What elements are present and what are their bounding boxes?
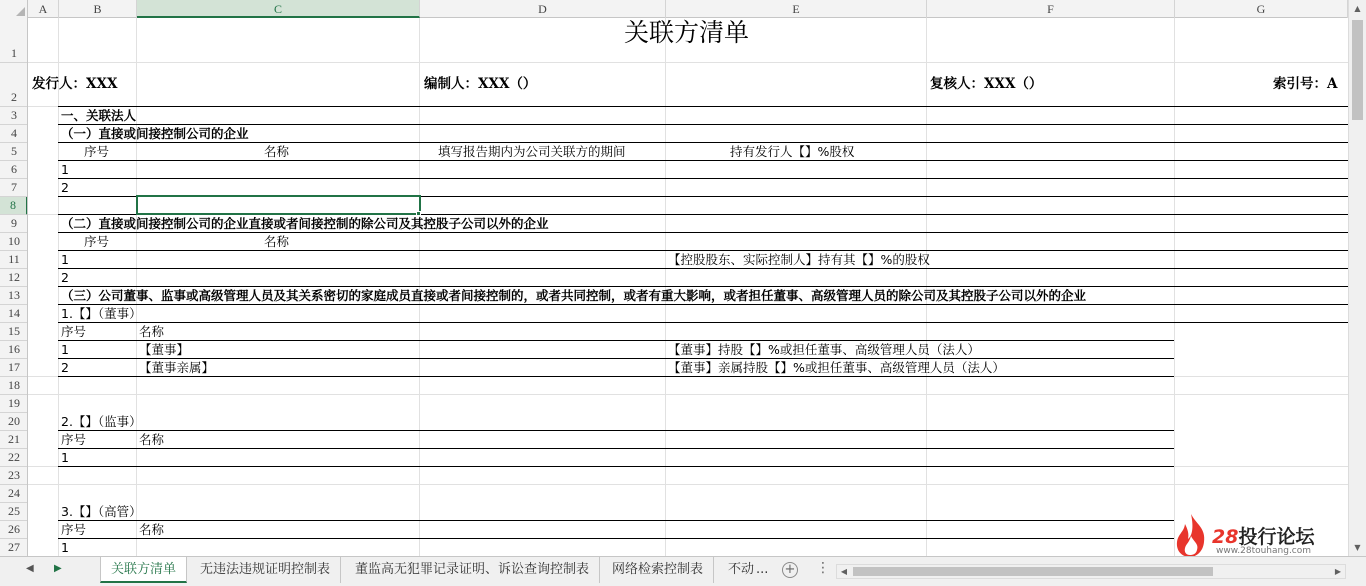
row-header-14[interactable]: 14: [0, 305, 28, 323]
row-header-22[interactable]: 22: [0, 449, 28, 467]
gridline: [1174, 18, 1175, 556]
more-tabs-button[interactable]: ...: [756, 562, 769, 577]
row-number-cell: 2: [61, 360, 69, 375]
column-label-name: 名称: [264, 234, 290, 249]
row-header-4[interactable]: 4: [0, 125, 28, 143]
gridline: [28, 62, 1348, 63]
subsection-supervisors: 2.【】（监事）: [61, 414, 142, 429]
row-number-cell: 1: [61, 540, 69, 555]
row-number-cell: 2: [61, 180, 69, 195]
table-border: [58, 178, 1348, 179]
column-label-seq: 序号: [84, 144, 110, 159]
column-label-period: 填写报告期内为公司关联方的期间: [438, 144, 626, 159]
table-border: [58, 124, 1348, 125]
row-header-20[interactable]: 20: [0, 413, 28, 431]
column-header-b[interactable]: B: [59, 0, 137, 18]
table-border: [58, 430, 1174, 431]
director-relative-note: 【董事】亲属持股【】%或担任董事、高级管理人员（法人）: [668, 360, 1005, 375]
table-border: [58, 322, 1348, 323]
column-label-seq: 序号: [61, 324, 87, 339]
watermark-logo: [1172, 512, 1342, 558]
column-header-f[interactable]: F: [927, 0, 1175, 18]
row-header-15[interactable]: 15: [0, 323, 28, 341]
column-label-name: 名称: [139, 324, 165, 339]
row-header-7[interactable]: 7: [0, 179, 28, 197]
row-header-5[interactable]: 5: [0, 143, 28, 161]
gridline: [28, 484, 1348, 485]
section-1-1-heading: （一）直接或间接控制公司的企业: [61, 126, 249, 141]
watermark-number: 28: [1212, 526, 1239, 548]
vertical-scroll-thumb[interactable]: [1352, 20, 1363, 120]
scroll-left-icon[interactable]: ◀: [840, 567, 848, 576]
table-border: [58, 358, 1174, 359]
director-note: 【董事】持股【】%或担任董事、高级管理人员（法人）: [668, 342, 980, 357]
column-header-bar: [0, 0, 1348, 18]
row-number-cell: 1: [61, 162, 69, 177]
row-number-cell: 1: [61, 342, 69, 357]
table-border: [58, 142, 1348, 143]
flame-logo-icon: [1172, 512, 1210, 558]
subsection-directors: 1.【】（董事）: [61, 306, 142, 321]
column-label-share: 持有发行人【】%股权: [730, 144, 855, 159]
row-header-19[interactable]: 19: [0, 395, 28, 413]
row-header-13[interactable]: 13: [0, 287, 28, 305]
row-header-23[interactable]: 23: [0, 467, 28, 485]
row-header-27[interactable]: 27: [0, 539, 28, 556]
row-header-16[interactable]: 16: [0, 341, 28, 359]
row-header-8[interactable]: 8: [0, 197, 28, 215]
table-border: [58, 160, 1348, 161]
column-header-c[interactable]: C: [137, 0, 420, 18]
tab-no-criminal-record[interactable]: 董监高无犯罪记录证明、诉讼查询控制表: [345, 557, 600, 583]
row-header-3[interactable]: 3: [0, 107, 28, 125]
column-label-name: 名称: [139, 432, 165, 447]
sheet-prev-icon[interactable]: ◀: [26, 563, 34, 574]
select-all-button[interactable]: [0, 0, 28, 18]
worksheet-grid[interactable]: [28, 18, 1348, 556]
add-sheet-icon[interactable]: +: [782, 562, 798, 578]
column-header-g[interactable]: G: [1175, 0, 1348, 18]
tab-real-estate[interactable]: 不动: [728, 562, 755, 577]
gridline: [58, 18, 59, 556]
row-header-10[interactable]: 10: [0, 233, 28, 251]
column-label-seq: 序号: [84, 234, 110, 249]
row-header-21[interactable]: 21: [0, 431, 28, 449]
table-border: [58, 538, 1174, 539]
row-number-cell: 2: [61, 270, 69, 285]
horizontal-scroll-thumb[interactable]: [853, 567, 1213, 576]
tab-splitter-icon[interactable]: ⋮: [816, 560, 830, 576]
scroll-down-icon[interactable]: ▼: [1354, 543, 1361, 552]
section-1-3-heading: （三）公司董事、监事或高级管理人员及其关系密切的家庭成员直接或者间接控制的，或者共同控制，或者有重大影响，或者担任董事、高级管理人员的除公司及其控股子公司以外的企业: [61, 288, 1087, 303]
subsection-executives: 3.【】（高管）: [61, 504, 142, 519]
sheet-tab-bar: [0, 556, 1366, 586]
selected-cell-c8[interactable]: [136, 195, 421, 215]
tab-web-search[interactable]: 网络检索控制表: [602, 557, 714, 583]
column-header-a[interactable]: A: [28, 0, 59, 18]
table-border: [58, 340, 1174, 341]
vertical-scrollbar[interactable]: [1348, 0, 1366, 556]
sheet-title: 关联方清单: [624, 18, 750, 47]
director-relative-cell: 【董事亲属】: [139, 360, 215, 375]
section-1-heading: 一、关联法人: [61, 108, 137, 123]
shareholding-note: 【控股股东、实际控制人】持有其【】%的股权: [668, 252, 930, 267]
table-border: [58, 268, 1348, 269]
table-border: [58, 304, 1348, 305]
row-header-6[interactable]: 6: [0, 161, 28, 179]
watermark-name: 投行论坛: [1238, 526, 1315, 548]
table-border: [58, 448, 1174, 449]
table-border: [58, 520, 1174, 521]
column-label-seq: 序号: [61, 522, 87, 537]
table-border: [58, 466, 1174, 467]
table-border: [58, 232, 1348, 233]
fill-handle[interactable]: [416, 211, 421, 216]
row-header-25[interactable]: 25: [0, 503, 28, 521]
row-header-24[interactable]: 24: [0, 485, 28, 503]
reviewer-label: 复核人：XXX（）: [930, 76, 1043, 92]
column-label-name: 名称: [264, 144, 290, 159]
column-header-d[interactable]: D: [420, 0, 666, 18]
table-border: [58, 376, 1174, 377]
row-header-17[interactable]: 17: [0, 359, 28, 377]
row-header-1[interactable]: 1: [0, 18, 28, 63]
row-header-26[interactable]: 26: [0, 521, 28, 539]
gridline: [28, 394, 1348, 395]
tab-compliance-proof[interactable]: 无违法违规证明控制表: [190, 557, 341, 583]
horizontal-scrollbar[interactable]: [836, 564, 1346, 579]
row-header-12[interactable]: 12: [0, 269, 28, 287]
row-header-2[interactable]: 2: [0, 63, 28, 107]
tab-related-parties[interactable]: 关联方清单: [100, 557, 187, 583]
scroll-up-icon[interactable]: ▲: [1354, 4, 1361, 13]
row-header-9[interactable]: 9: [0, 215, 28, 233]
sheet-next-icon[interactable]: ▶: [54, 563, 62, 574]
row-header-bar: [0, 18, 28, 556]
select-all-triangle-icon: [16, 7, 25, 16]
column-label-seq: 序号: [61, 432, 87, 447]
watermark-brand: [1212, 522, 1314, 549]
table-border: [58, 106, 1348, 107]
director-cell: 【董事】: [139, 342, 190, 357]
column-header-e[interactable]: E: [666, 0, 927, 18]
issuer-label: 发行人：XXX: [32, 76, 118, 92]
preparer-label: 编制人：XXX（）: [424, 76, 537, 92]
row-number-cell: 1: [61, 450, 69, 465]
watermark-url: www.28touhang.com: [1216, 546, 1312, 556]
column-label-name: 名称: [139, 522, 165, 537]
index-no-label: 索引号：A: [1273, 76, 1338, 92]
row-header-11[interactable]: 11: [0, 251, 28, 269]
row-number-cell: 1: [61, 252, 69, 267]
row-header-18[interactable]: 18: [0, 377, 28, 395]
section-1-2-heading: （二）直接或间接控制公司的企业直接或者间接控制的除公司及其控股子公司以外的企业: [61, 216, 549, 231]
scroll-right-icon[interactable]: ▶: [1334, 567, 1342, 576]
